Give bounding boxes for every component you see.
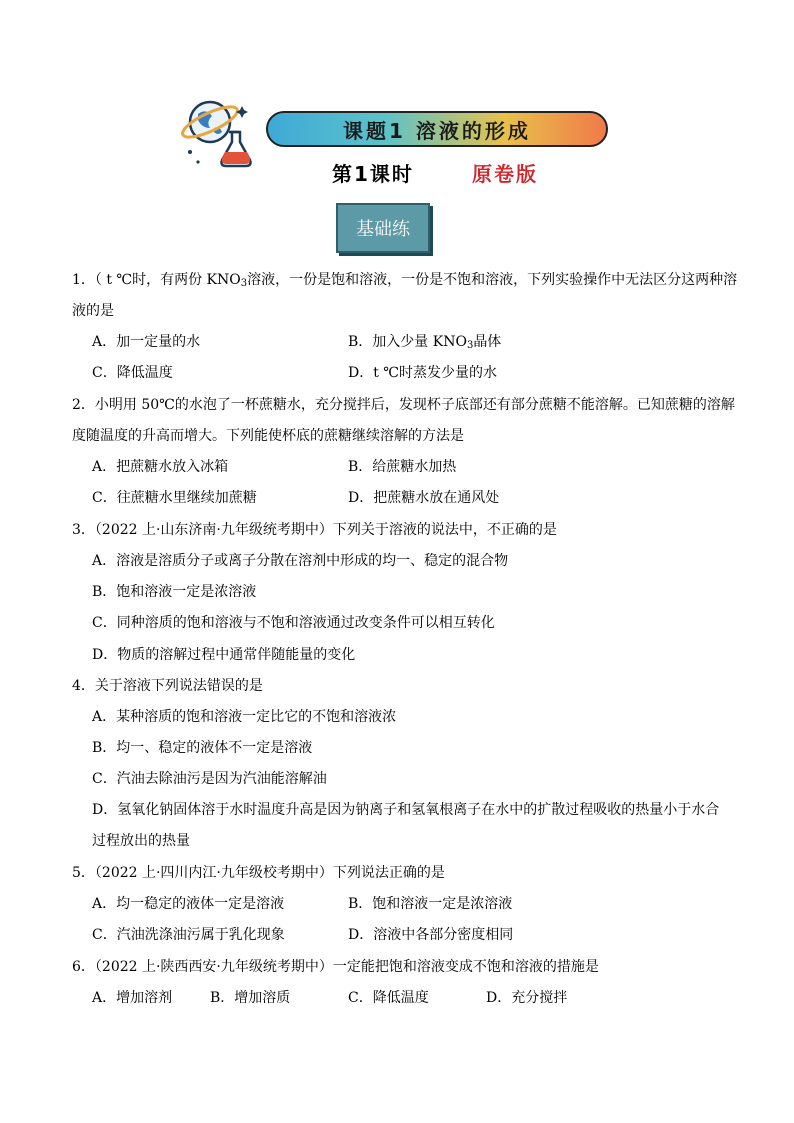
q1-stem-part: 1．（ t ℃时，有两份 KNO: [72, 272, 241, 288]
q1-option-b-part: B．加入少量 KNO: [348, 334, 467, 350]
section-heading: [336, 203, 430, 253]
q2-option-a: A．把蔗糖水放入冰箱: [92, 459, 229, 475]
subscript: 3: [240, 278, 248, 289]
q6-option-c: C．降低温度: [348, 990, 429, 1006]
q1-stem-part: 溶液，一份是饱和溶液，一份是不饱和溶液，下列实验操作中无法区分这两种溶: [247, 272, 738, 288]
q5-option-a: A．均一稳定的液体一定是溶液: [92, 896, 285, 912]
q2-option-b: B．给蔗糖水加热: [348, 459, 457, 475]
question-1-stem-line2: 液的是: [72, 303, 114, 319]
question-3-stem: 3．（2022 上·山东济南·九年级统考期中）下列关于溶液的说法中，不正确的是: [72, 522, 557, 538]
q4-option-a: A．某种溶质的饱和溶液一定比它的不饱和溶液浓: [92, 709, 397, 725]
q5-option-d: D．溶液中各部分密度相同: [348, 927, 514, 943]
q1-option-c: C．降低温度: [92, 365, 173, 381]
question-2-stem: 2．小明用 50℃的水泡了一杯蔗糖水，充分搅拌后，发现杯子底部还有部分蔗糖不能溶解。已知蔗糖的溶解: [72, 397, 735, 413]
version-label: 原卷版: [472, 162, 538, 186]
question-6-stem: 6．（2022 上·陕西西安·九年级统考期中）一定能把饱和溶液变成不饱和溶液的措施是: [72, 959, 599, 975]
q2-option-c: C．往蔗糖水里继续加蔗糖: [92, 490, 257, 506]
question-1-stem: [72, 270, 737, 294]
q6-option-d: D．充分搅拌: [486, 990, 568, 1006]
q3-option-b: B．饱和溶液一定是浓溶液: [92, 584, 257, 600]
q6-option-a: A．增加溶剂: [92, 990, 173, 1006]
q4-option-c: C．汽油去除油污是因为汽油能溶解油: [92, 771, 327, 787]
q1-option-b: [348, 332, 501, 356]
q4-option-b: B．均一、稳定的液体不一定是溶液: [92, 740, 313, 756]
q5-option-c: C．汽油洗涤油污属于乳化现象: [92, 927, 285, 943]
q3-option-c: C．同种溶质的饱和溶液与不饱和溶液通过改变条件可以相互转化: [92, 615, 495, 631]
q3-option-d: D．物质的溶解过程中通常伴随能量的变化: [92, 647, 356, 663]
q4-option-d-line2: 过程放出的热量: [92, 833, 190, 849]
q2-option-d: D．把蔗糖水放在通风处: [348, 490, 500, 506]
q1-option-b-part: 晶体: [473, 334, 502, 350]
section-heading-label: 基础练: [356, 219, 410, 240]
planet-flask-icon: [180, 92, 260, 172]
title-banner: [266, 111, 608, 147]
lesson-label: 第1课时: [332, 162, 414, 186]
subscript: 3: [466, 340, 474, 351]
q5-option-b: B．饱和溶液一定是浓溶液: [348, 896, 513, 912]
question-5-stem: 5．（2022 上·四川内江·九年级校考期中）下列说法正确的是: [72, 865, 445, 881]
question-4-stem: 4．关于溶液下列说法错误的是: [72, 678, 263, 694]
q3-option-a: A．溶液是溶质分子或离子分散在溶剂中形成的均一、稳定的混合物: [92, 553, 509, 569]
q1-option-d: D．t ℃时蒸发少量的水: [348, 365, 497, 381]
page-title: 课题1 溶液的形成: [343, 118, 531, 143]
q6-option-b: B．增加溶质: [210, 990, 291, 1006]
q4-option-d: D．氢氧化钠固体溶于水时温度升高是因为钠离子和氢氧根离子在水中的扩散过程吸收的热量小于水合: [92, 802, 720, 818]
question-2-stem-line2: 度随温度的升高而增大。下列能使杯底的蔗糖继续溶解的方法是: [72, 428, 464, 444]
q1-option-a: A．加一定量的水: [92, 334, 201, 350]
